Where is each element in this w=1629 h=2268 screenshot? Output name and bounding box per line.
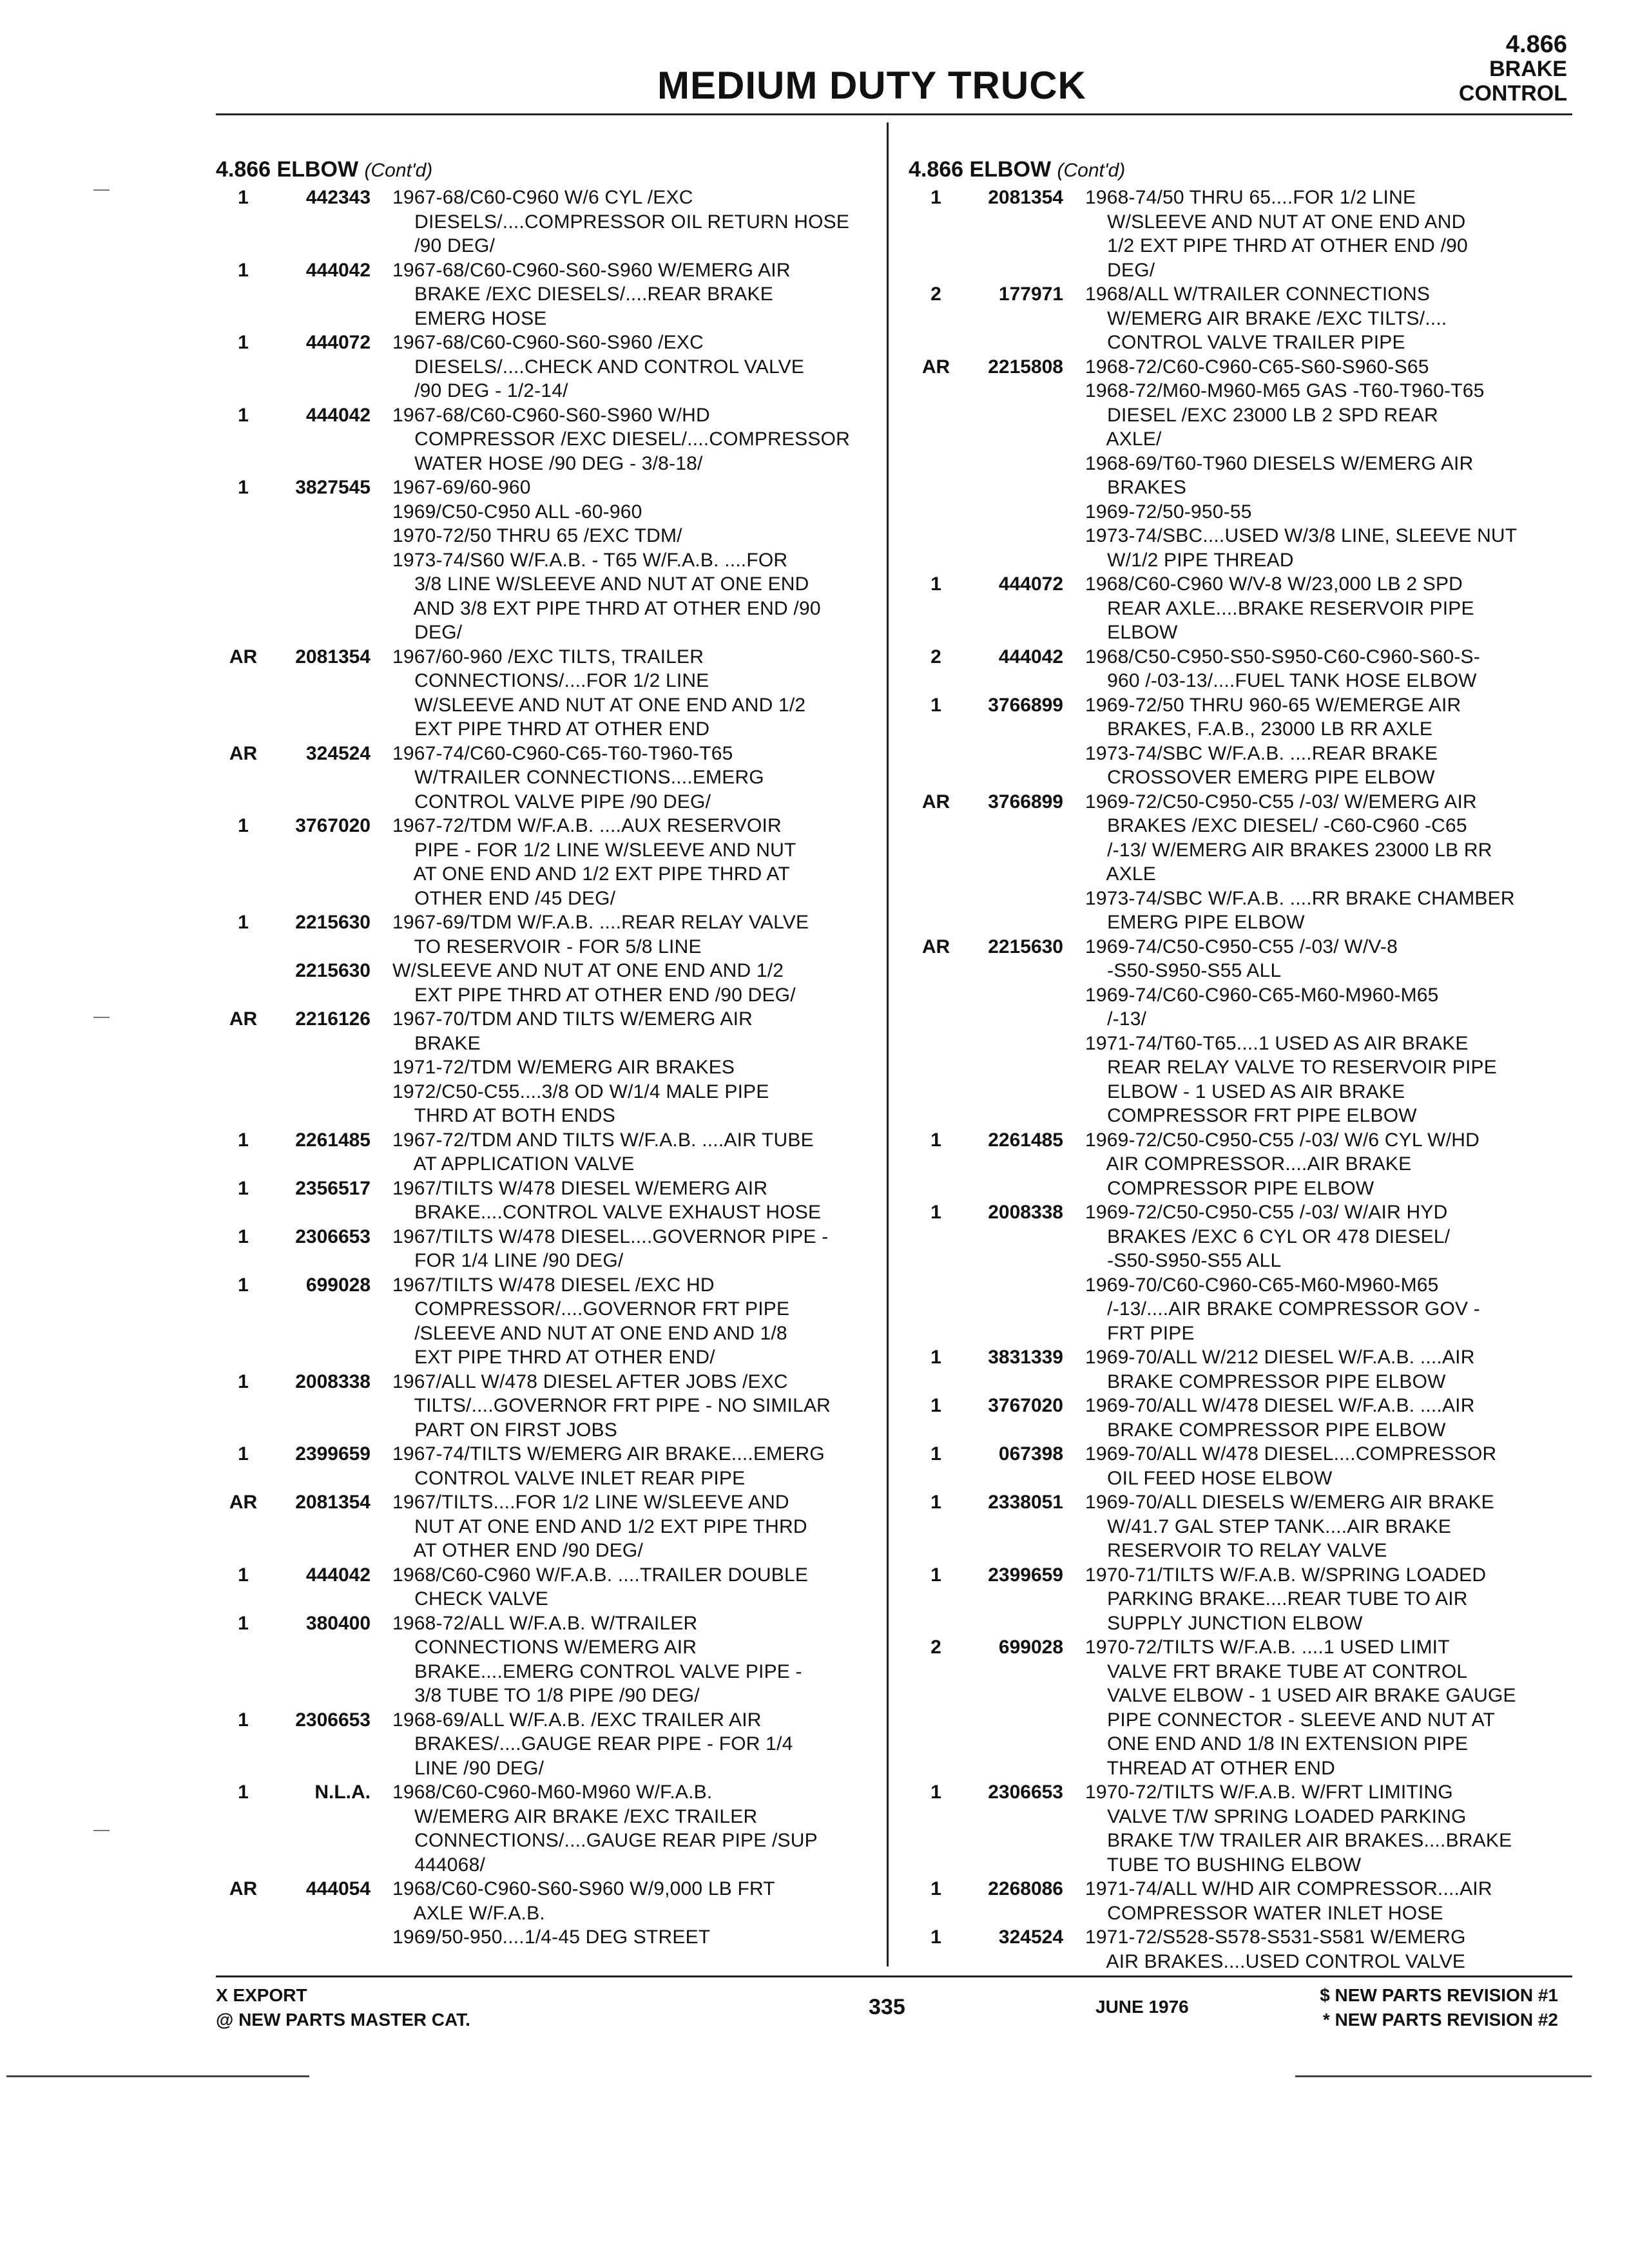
entry-quantity: 1	[238, 1782, 249, 1803]
entry-quantity: AR	[229, 1878, 258, 1899]
entry-quantity: 2	[930, 1637, 941, 1658]
entry-part-number: 3766899	[988, 791, 1063, 812]
footer-legend-left	[216, 1983, 470, 2032]
entry-quantity: 1	[930, 1927, 941, 1948]
left-entries-list	[216, 186, 867, 1950]
entry-part-number: 2081354	[295, 1492, 371, 1513]
entry-quantity: AR	[921, 791, 950, 812]
right-heading-text: 4.866 ELBOW	[909, 157, 1052, 182]
entry-quantity: 1	[930, 1347, 941, 1368]
entry-description: 1968-72/C60-C960-C65-S60-S960-S65 1968-72/M60-M960-M65 GAS -T60-T960-T65 DIESEL /EXC 23000 LB 2 SPD REAR AXLE/ 1968-69/T60-T960 DIESELS W/EMERG AIR BRAKES 1969-72/50-950-55 1973-74/SBC....USED W/3/8 LINE, SLEEVE NUT W/1/2 PIPE THREAD	[1085, 356, 1518, 571]
entry-quantity: 1	[238, 1709, 249, 1731]
entry-part-number: 444042	[305, 404, 371, 426]
entry-quantity: 1	[930, 1564, 941, 1586]
parts-entry	[216, 331, 867, 403]
parts-entry	[909, 645, 1572, 693]
entry-part-number: 2399659	[988, 1564, 1063, 1586]
bottom-mark-left	[6, 2075, 309, 2077]
section-name-line1: BRAKE	[1489, 57, 1567, 81]
parts-entry	[909, 1394, 1572, 1442]
entry-part-number: 2268086	[988, 1878, 1063, 1899]
entry-description: W/SLEEVE AND NUT AT ONE END AND 1/2 EXT PIPE THRD AT OTHER END /90 DEG/	[392, 960, 796, 1006]
entry-quantity: 1	[930, 1492, 941, 1513]
entry-part-number: 2008338	[988, 1202, 1063, 1223]
entry-description: 1971-74/ALL W/HD AIR COMPRESSOR....AIR COMPRESSOR WATER INLET HOSE	[1085, 1878, 1492, 1924]
entry-description: 1970-72/TILTS W/F.A.B. W/FRT LIMITING VALVE T/W SPRING LOADED PARKING BRAKE T/W TRAILER AIR BRAKES....BRAKE TUBE TO BUSHING ELBOW	[1085, 1782, 1512, 1876]
entry-quantity: 1	[930, 187, 941, 208]
entry-description: 1967-68/C60-C960 W/6 CYL /EXC DIESELS/....COMPRESSOR OIL RETURN HOSE /90 DEG/	[392, 187, 850, 256]
parts-entry	[909, 1635, 1572, 1780]
entry-description: 1967-68/C60-C960-S60-S960 W/HD COMPRESSOR /EXC DIESEL/....COMPRESSOR WATER HOSE /90 DEG - 3/8-18/	[392, 404, 851, 474]
entry-description: 1969-70/ALL W/478 DIESEL....COMPRESSOR OIL FEED HOSE ELBOW	[1085, 1443, 1497, 1489]
entry-quantity: 1	[930, 1202, 941, 1223]
entry-quantity	[216, 959, 271, 1007]
parts-entry	[216, 1128, 867, 1177]
parts-entry	[216, 742, 867, 814]
entry-part-number: 699028	[998, 1637, 1063, 1658]
entry-description: 1969-72/C50-C950-C55 /-03/ W/EMERG AIR BRAKES /EXC DIESEL/ -C60-C960 -C65 /-13/ W/EMERG AIR BRAKES 23000 LB RR AXLE 1973-74/SBC W/F.A.B. ....RR BRAKE CHAMBER EMERG PIPE ELBOW	[1085, 791, 1515, 933]
entry-part-number: 177971	[998, 284, 1063, 305]
entry-part-number: 2081354	[295, 646, 371, 668]
entry-part-number: 444054	[305, 1878, 371, 1899]
page-title: MEDIUM DUTY TRUCK	[657, 64, 1086, 107]
parts-entry	[909, 282, 1572, 355]
parts-entry	[216, 814, 867, 910]
entry-description: 1968-74/50 THRU 65....FOR 1/2 LINE W/SLEEVE AND NUT AT ONE END AND 1/2 EXT PIPE THRD AT OTHER END /90 DEG/	[1085, 187, 1468, 281]
entry-description: 1969-72/50 THRU 960-65 W/EMERGE AIR BRAKES, F.A.B., 23000 LB RR AXLE 1973-74/SBC W/F.A.B. ....REAR BRAKE CROSSOVER EMERG PIPE ELBOW	[1085, 694, 1461, 788]
parts-entry	[216, 1370, 867, 1443]
margin-mark-3	[93, 1830, 110, 1831]
margin-mark-2	[93, 1017, 110, 1018]
entry-description: 1969-74/C50-C950-C55 /-03/ W/V-8 -S50-S950-S55 ALL 1969-74/C60-C960-C65-M60-M960-M65 /-13/ 1971-74/T60-T65....1 USED AS AIR BRAKE REAR RELAY VALVE TO RESERVOIR PIPE ELBOW - 1 USED AS AIR BRAKE COMPRESSOR FRT PIPE ELBOW	[1085, 936, 1497, 1126]
right-column	[909, 153, 1572, 1974]
parts-entry	[216, 258, 867, 331]
entry-part-number: 444042	[998, 646, 1063, 668]
entry-quantity: 1	[930, 1782, 941, 1803]
parts-entry	[216, 1708, 867, 1781]
entry-quantity: 1	[930, 1443, 941, 1465]
entry-quantity: AR	[921, 356, 950, 378]
entry-description: 1969-72/C50-C950-C55 /-03/ W/6 CYL W/HD AIR COMPRESSOR....AIR BRAKE COMPRESSOR PIPE ELBOW	[1085, 1129, 1480, 1199]
entry-description: 1968/ALL W/TRAILER CONNECTIONS W/EMERG AIR BRAKE /EXC TILTS/.... CONTROL VALVE TRAILER PIPE	[1085, 284, 1447, 353]
parts-entry	[909, 1925, 1572, 1974]
entry-description: 1967-74/C60-C960-C65-T60-T960-T65 W/TRAILER CONNECTIONS....EMERG CONTROL VALVE PIPE /90 DEG/	[392, 742, 764, 812]
entry-description: 1969-70/ALL W/478 DIESEL W/F.A.B. ....AIR BRAKE COMPRESSOR PIPE ELBOW	[1085, 1395, 1475, 1441]
entry-quantity: 1	[238, 1274, 249, 1296]
entry-part-number: 324524	[998, 1927, 1063, 1948]
parts-entry	[216, 910, 867, 959]
parts-entry	[909, 1780, 1572, 1877]
parts-entry	[216, 1225, 867, 1273]
entry-part-number: 444072	[305, 332, 371, 353]
page-number: 335	[869, 1995, 905, 2019]
entry-part-number: N.L.A.	[314, 1782, 371, 1803]
entry-quantity: AR	[229, 1492, 258, 1513]
entry-quantity: 1	[238, 1564, 249, 1586]
entry-description: 1967-69/TDM W/F.A.B. ....REAR RELAY VALVE TO RESERVOIR - FOR 5/8 LINE	[392, 912, 809, 957]
entry-description: 1969-70/ALL W/212 DIESEL W/F.A.B. ....AIR BRAKE COMPRESSOR PIPE ELBOW	[1085, 1347, 1475, 1392]
entry-description: 1967/ALL W/478 DIESEL AFTER JOBS /EXC TILTS/....GOVERNOR FRT PIPE - NO SIMILAR PART ON FIRST JOBS	[392, 1370, 831, 1441]
left-column	[216, 153, 867, 1950]
entry-part-number: 699028	[305, 1274, 371, 1296]
entry-description: 1967-68/C60-C960-S60-S960 W/EMERG AIR BRAKE /EXC DIESELS/....REAR BRAKE EMERG HOSE	[392, 259, 791, 329]
entry-quantity: 1	[238, 477, 249, 498]
section-number: 4.866	[1505, 31, 1567, 58]
entry-quantity: 2	[930, 646, 941, 668]
parts-entry	[216, 1007, 867, 1128]
left-heading-text: 4.866 ELBOW	[216, 157, 359, 182]
entry-part-number: 2261485	[988, 1129, 1063, 1151]
entry-part-number: 444042	[305, 259, 371, 281]
entry-quantity: 1	[238, 404, 249, 426]
entry-quantity: 1	[238, 1612, 249, 1634]
parts-entry	[909, 1200, 1572, 1345]
parts-entry	[909, 1563, 1572, 1636]
entry-part-number: 067398	[998, 1443, 1063, 1465]
entry-description: 1971-72/S528-S578-S531-S581 W/EMERG AIR BRAKES....USED CONTROL VALVE	[1085, 1927, 1466, 1972]
entry-part-number: 444042	[305, 1564, 371, 1586]
entry-quantity: 2	[930, 284, 941, 305]
entry-part-number: 3831339	[988, 1347, 1063, 1368]
entry-quantity: 1	[930, 1395, 941, 1416]
parts-entry	[216, 1442, 867, 1490]
entry-part-number: 2338051	[988, 1492, 1063, 1513]
entry-part-number: 324524	[305, 742, 371, 764]
entry-quantity: 1	[238, 1225, 249, 1247]
parts-entry	[909, 693, 1572, 790]
parts-entry	[216, 645, 867, 742]
entry-description: 1970-72/TILTS W/F.A.B. ....1 USED LIMIT VALVE FRT BRAKE TUBE AT CONTROL VALVE ELBOW - 1 USED AIR BRAKE GAUGE PIPE CONNECTOR - SLEEVE AND NUT AT ONE END AND 1/8 IN EXTENSION PIPE THREAD AT OTHER END	[1085, 1637, 1516, 1779]
footer-master-cat-note: @ NEW PARTS MASTER CAT.	[216, 2010, 470, 2030]
entry-description: 1967/TILTS W/478 DIESEL....GOVERNOR PIPE - FOR 1/4 LINE /90 DEG/	[392, 1225, 829, 1271]
entry-description: 1968/C50-C950-S50-S950-C60-C960-S60-S- 960 /-03-13/....FUEL TANK HOSE ELBOW	[1085, 646, 1480, 691]
entry-description: 1967/TILTS W/478 DIESEL W/EMERG AIR BRAKE....CONTROL VALVE EXHAUST HOSE	[392, 1177, 822, 1223]
entry-description: 1967-69/60-960 1969/C50-C950 ALL -60-960 1970-72/50 THRU 65 /EXC TDM/ 1973-74/S60 W/F.A.B. - T65 W/F.A.B. ....FOR 3/8 LINE W/SLEEVE AND NUT AT ONE END AND 3/8 EXT PIPE THRD AT OTHER END /90 DEG/	[392, 477, 821, 643]
entry-quantity: 1	[238, 912, 249, 933]
parts-entry	[909, 935, 1572, 1128]
entry-part-number: 2306653	[988, 1782, 1063, 1803]
publication-date: JUNE 1976	[1095, 1997, 1189, 2017]
parts-entry	[909, 1877, 1572, 1925]
entry-part-number: 2008338	[295, 1370, 371, 1392]
entry-part-number: 2215630	[295, 960, 371, 981]
entry-quantity: 1	[238, 259, 249, 281]
left-column-heading	[216, 153, 867, 186]
entry-quantity: 1	[238, 1370, 249, 1392]
entry-description: 1967-74/TILTS W/EMERG AIR BRAKE....EMERG CONTROL VALVE INLET REAR PIPE	[392, 1443, 825, 1489]
parts-entry	[909, 1345, 1572, 1394]
entry-description: 1969-70/ALL DIESELS W/EMERG AIR BRAKE W/41.7 GAL STEP TANK....AIR BRAKE RESERVOIR TO RELAY VALVE	[1085, 1492, 1494, 1561]
footer-revision-2: * NEW PARTS REVISION #2	[1322, 2010, 1558, 2030]
header-rule	[216, 113, 1572, 115]
parts-entry	[216, 959, 867, 1007]
entry-part-number: 3766899	[988, 694, 1063, 716]
parts-entry	[216, 1177, 867, 1225]
parts-entry	[909, 1442, 1572, 1490]
parts-entry	[216, 1273, 867, 1370]
entry-description: 1967/TILTS W/478 DIESEL /EXC HD COMPRESSOR/....GOVERNOR FRT PIPE /SLEEVE AND NUT AT ONE END AND 1/8 EXT PIPE THRD AT OTHER END/	[392, 1274, 790, 1368]
footer-rule	[216, 1975, 1572, 1977]
entry-description: 1967/TILTS....FOR 1/2 LINE W/SLEEVE AND NUT AT ONE END AND 1/2 EXT PIPE THRD AT OTHER END /90 DEG/	[392, 1492, 807, 1561]
entry-part-number: 3767020	[988, 1395, 1063, 1416]
entry-quantity: 1	[238, 1443, 249, 1465]
entry-part-number: 3767020	[295, 815, 371, 836]
entry-description: 1967-70/TDM AND TILTS W/EMERG AIR BRAKE 1971-72/TDM W/EMERG AIR BRAKES 1972/C50-C55....3/8 OD W/1/4 MALE PIPE THRD AT BOTH ENDS	[392, 1008, 769, 1126]
parts-entry	[909, 1490, 1572, 1563]
parts-entry	[216, 403, 867, 476]
entry-description: 1968/C60-C960 W/V-8 W/23,000 LB 2 SPD REAR AXLE....BRAKE RESERVOIR PIPE ELBOW	[1085, 573, 1474, 643]
entry-description: 1968/C60-C960-M60-M960 W/F.A.B. W/EMERG AIR BRAKE /EXC TRAILER CONNECTIONS/....GAUGE REAR PIPE /SUP 444068/	[392, 1782, 818, 1876]
right-heading-cont: (Cont'd)	[1057, 160, 1126, 181]
entry-quantity: 1	[930, 1878, 941, 1899]
column-divider	[887, 122, 889, 1966]
parts-entry	[216, 186, 867, 258]
entry-part-number: 2215630	[988, 936, 1063, 957]
entry-quantity: 1	[930, 1129, 941, 1151]
right-column-heading	[909, 153, 1572, 186]
parts-entry	[216, 1877, 867, 1950]
entry-description: 1968/C60-C960-S60-S960 W/9,000 LB FRT AXLE W/F.A.B. 1969/50-950....1/4-45 DEG STREET	[392, 1878, 775, 1948]
entry-quantity: AR	[921, 936, 950, 957]
entry-quantity: 1	[238, 815, 249, 836]
entry-quantity: 1	[930, 573, 941, 595]
entry-part-number: 2306653	[295, 1225, 371, 1247]
entry-part-number: 2215630	[295, 912, 371, 933]
entry-quantity: AR	[229, 646, 258, 668]
entry-quantity: 1	[238, 1177, 249, 1199]
footer-revision-1: $ NEW PARTS REVISION #1	[1320, 1985, 1558, 2005]
parts-entry	[216, 1780, 867, 1877]
entry-quantity: 1	[238, 332, 249, 353]
entry-part-number: 2356517	[295, 1177, 371, 1199]
entry-part-number: 442343	[305, 187, 371, 208]
entry-description: 1970-71/TILTS W/F.A.B. W/SPRING LOADED PARKING BRAKE....REAR TUBE TO AIR SUPPLY JUNCTION ELBOW	[1085, 1564, 1487, 1634]
entry-quantity: AR	[229, 742, 258, 764]
entry-description: 1968-69/ALL W/F.A.B. /EXC TRAILER AIR BRAKES/....GAUGE REAR PIPE - FOR 1/4 LINE /90 DEG/	[392, 1709, 793, 1779]
entry-quantity: 1	[238, 1129, 249, 1151]
entry-quantity: 1	[238, 187, 249, 208]
parts-entry	[216, 1490, 867, 1563]
entry-description: 1967-72/TDM W/F.A.B. ....AUX RESERVOIR PIPE - FOR 1/2 LINE W/SLEEVE AND NUT AT ONE END AND 1/2 EXT PIPE THRD AT OTHER END /45 DEG/	[392, 815, 796, 909]
entry-description: 1967-72/TDM AND TILTS W/F.A.B. ....AIR TUBE AT APPLICATION VALVE	[392, 1129, 814, 1175]
entry-description: 1968/C60-C960 W/F.A.B. ....TRAILER DOUBLE CHECK VALVE	[392, 1564, 809, 1610]
entry-part-number: 2216126	[295, 1008, 371, 1030]
entry-part-number: 380400	[305, 1612, 371, 1634]
entry-part-number: 3827545	[295, 477, 371, 498]
entry-part-number: 444072	[998, 573, 1063, 595]
parts-entry	[216, 476, 867, 645]
left-heading-cont: (Cont'd)	[364, 160, 433, 181]
parts-entry	[909, 790, 1572, 935]
parts-entry	[909, 355, 1572, 573]
entry-description: 1969-72/C50-C950-C55 /-03/ W/AIR HYD BRAKES /EXC 6 CYL OR 478 DIESEL/ -S50-S950-S55 ALL 1969-70/C60-C960-C65-M60-M960-M65 /-13/....AIR BRAKE COMPRESSOR GOV - FRT PIPE	[1085, 1202, 1480, 1344]
entry-quantity: AR	[229, 1008, 258, 1030]
entry-description: 1967/60-960 /EXC TILTS, TRAILER CONNECTIONS/....FOR 1/2 LINE W/SLEEVE AND NUT AT ONE END AND 1/2 EXT PIPE THRD AT OTHER END	[392, 646, 806, 740]
parts-entry	[909, 186, 1572, 282]
entry-part-number: 2081354	[988, 187, 1063, 208]
right-entries-list	[909, 186, 1572, 1974]
entry-description: 1967-68/C60-C960-S60-S960 /EXC DIESELS/....CHECK AND CONTROL VALVE /90 DEG - 1/2-14/	[392, 332, 805, 401]
entry-quantity: 1	[930, 694, 941, 716]
section-name-line2: CONTROL	[1458, 81, 1567, 106]
section-code	[1374, 32, 1567, 106]
parts-entry	[216, 1611, 867, 1708]
bottom-mark-right	[1295, 2075, 1592, 2077]
entry-description: 1968-72/ALL W/F.A.B. W/TRAILER CONNECTIONS W/EMERG AIR BRAKE....EMERG CONTROL VALVE PIPE - 3/8 TUBE TO 1/8 PIPE /90 DEG/	[392, 1612, 802, 1706]
parts-entry	[909, 572, 1572, 645]
footer-legend-right	[1320, 1983, 1558, 2032]
entry-part-number: 2261485	[295, 1129, 371, 1151]
entry-part-number: 2306653	[295, 1709, 371, 1731]
entry-part-number: 2399659	[295, 1443, 371, 1465]
margin-mark-1	[93, 189, 110, 191]
parts-entry	[216, 1563, 867, 1611]
footer-export-note: X EXPORT	[216, 1985, 307, 2005]
entry-part-number: 2215808	[988, 356, 1063, 378]
parts-entry	[909, 1128, 1572, 1201]
